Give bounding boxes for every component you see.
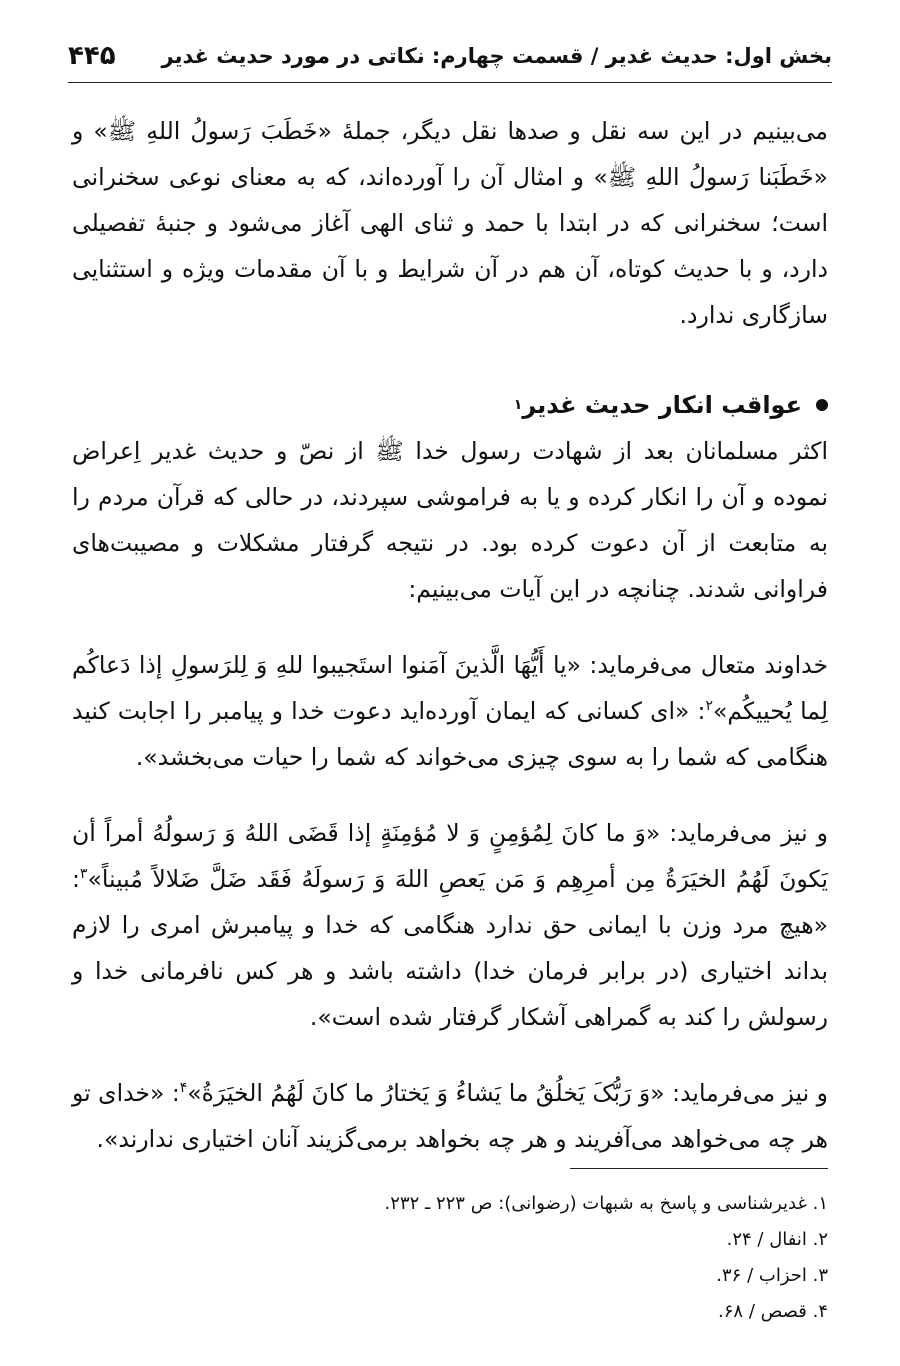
footnote-ref: ۳ bbox=[79, 866, 88, 883]
verse-quote: و نیز می‌فرماید: «وَ ما کانَ لِمُؤمِنٍ وَ لا مُؤمِنَةٍ إذا قَضَی اللهُ وَ رَسولُهُ أمراً أن یَکونَ لَهُمُ الخیَرَةُ مِن أمرِهِم وَ مَن یَعصِ اللهَ وَ رَسولَهُ فَقَد ضَلَّ ضَلالاً مُبیناً» bbox=[72, 819, 828, 893]
paragraph: می‌بینیم در این سه نقل و صدها نقل دیگر، جملهٔ «خَطَبَ رَسولُ اللهِ ﷺ» و «خَطَبَنا رَسولُ اللهِ ﷺ» و امثال آن را آورده‌اند، که به معنای نوعی سخنرانی است؛ سخنرانی که در ابتدا با حمد و ثنای الهی آغاز می‌شود و جنبهٔ تفصیلی دارد، و با حدیث کوتاه، آن هم در آن شرایط و با آن مقدمات ویژه و استثنایی سازگاری ندارد. bbox=[72, 117, 828, 329]
footnote-3: ۳. احزاب / ۳۶. bbox=[716, 1265, 828, 1286]
footnote-ref: ۴ bbox=[179, 1080, 188, 1097]
verse-paragraph-1 bbox=[72, 642, 828, 780]
footnotes bbox=[72, 1186, 828, 1330]
verse-paragraph-2 bbox=[72, 810, 828, 1040]
verse-quote: خداوند متعال می‌فرماید: «یا أَیُّهَا الَّذینَ آمَنوا استَجیبوا للهِ وَ لِلرَسولِ إذا دَعاکُم لِما یُحییکُم» bbox=[72, 651, 828, 725]
verse-paragraph-3 bbox=[72, 1070, 828, 1162]
verse-translation: : «ای کسانی که ایمان آورده‌اید دعوت خدا و پیامبر را اجابت کنید هنگامی که شما را به سوی چیزی می‌خواند که شما را حیات می‌بخشد». bbox=[72, 697, 828, 771]
page-number: ۴۴۵ bbox=[68, 41, 116, 71]
page-header bbox=[68, 30, 832, 83]
section-heading: عواقب انکار حدیث غدیر ۱ bbox=[72, 382, 828, 428]
footnote-2: ۲. انفال / ۲۴. bbox=[726, 1229, 828, 1250]
footnote-1: ۱. غدیرشناسی و پاسخ به شبهات (رضوانی): ص ۲۲۳ ـ ۲۳۲. bbox=[384, 1193, 828, 1214]
running-head: بخش اول: حدیث غدیر / قسمت چهارم: نکاتی در مورد حدیث غدیر bbox=[161, 44, 832, 68]
footnote-ref: ۲ bbox=[705, 698, 714, 715]
verse-translation: : «هیچ مرد وزن با ایمانی حق ندارد هنگامی که خدا و پیامبرش امری را لازم بداند اختیاری (در برابر فرمان خدا) داشته باشد و هر کس نافرمانی خدا و رسولش را کند به گمراهی آشکار گرفتار شده است». bbox=[72, 865, 828, 1031]
footnote-4: ۴. قصص / ۶۸. bbox=[718, 1301, 828, 1322]
verse-quote: و نیز می‌فرماید: «وَ رَبُّکَ یَخلُقُ ما یَشاءُ وَ یَختارُ ما کانَ لَهُمُ الخیَرَةُ» bbox=[187, 1079, 828, 1107]
section-intro: اکثر مسلمانان بعد از شهادت رسول خدا ﷺ از نصّ و حدیث غدیر اِعراض نموده و آن را انکار کرده و یا به فراموشی سپردند، در حالی که قرآن مردم را به متابعت از آن دعوت کرده بود. در نتیجه گرفتار مشکلات و مصیبت‌های فراوانی شدند. چنانچه در این آیات می‌بینیم: bbox=[72, 437, 828, 603]
page-body bbox=[72, 108, 828, 1192]
bullet-icon bbox=[816, 399, 828, 411]
section-heading-text: عواقب انکار حدیث غدیر bbox=[522, 391, 802, 419]
verse-translation: : «خدای تو هر چه می‌خواهد می‌آفریند و هر چه بخواهد برمی‌گزیند آنان اختیاری ندارند». bbox=[72, 1079, 828, 1153]
footnote-divider bbox=[570, 1168, 828, 1169]
